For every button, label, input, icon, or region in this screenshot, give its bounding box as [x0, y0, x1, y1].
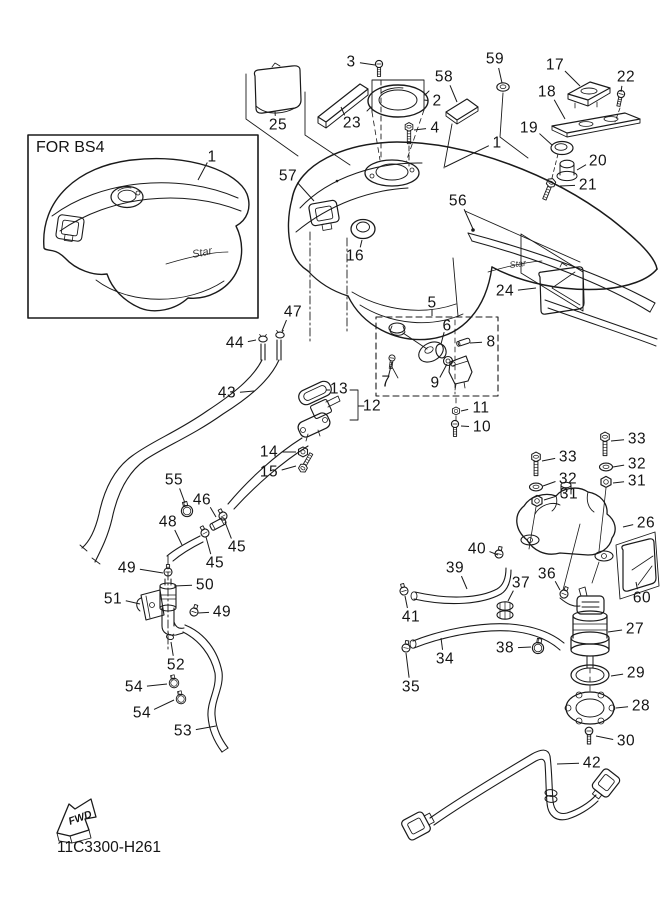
- leader-line: [613, 465, 624, 467]
- clip-40: [494, 546, 504, 559]
- part-number-label-57: 57: [278, 167, 298, 185]
- leader-line: [405, 596, 407, 608]
- leader-line: [282, 466, 296, 470]
- part-number-label-36: 36: [537, 565, 557, 583]
- part-number-label-19: 19: [519, 119, 539, 137]
- part-number-label-52: 52: [166, 656, 186, 674]
- sender-valve-body: [449, 356, 472, 390]
- part-number-label-35: 35: [401, 678, 421, 696]
- leader-line: [440, 364, 447, 378]
- part-number-label-20: 20: [588, 152, 608, 170]
- bushing-37: [497, 602, 513, 619]
- part-number-label-59: 59: [485, 50, 505, 68]
- part-number-label-10: 10: [472, 418, 492, 436]
- leader-line: [539, 134, 552, 145]
- fwd-arrow: [57, 799, 96, 843]
- clamp-49b: [189, 604, 200, 617]
- bolt-33L: [532, 452, 541, 476]
- part-number-label-30: 30: [616, 732, 636, 750]
- part-number-label-3: 3: [346, 53, 356, 71]
- leader-line: [518, 647, 531, 648]
- part-number-label-29: 29: [626, 664, 646, 682]
- leader-line: [596, 736, 613, 739]
- leader-line: [577, 165, 586, 170]
- part-number-label-25: 25: [268, 116, 288, 134]
- part-number-label-1: 1: [207, 148, 217, 166]
- leader-line: [542, 458, 555, 461]
- leader-line: [414, 129, 426, 130]
- valve-50: [160, 579, 184, 635]
- tank-emblem: Star: [508, 257, 527, 270]
- part-number-label-53: 53: [173, 722, 193, 740]
- part-number-label-13: 13: [329, 380, 349, 398]
- part-number-label-5: 5: [427, 294, 437, 312]
- inset-fuel-tank: [44, 159, 249, 311]
- part-number-label-58: 58: [434, 68, 454, 86]
- screw-7: [388, 355, 396, 369]
- plate-18: [552, 113, 640, 137]
- leader-line: [518, 288, 536, 290]
- hose-connector-left: [400, 808, 437, 842]
- part-number-label-1: 1: [492, 134, 502, 152]
- bracket-17: [568, 82, 610, 108]
- breather-hoses-43: [80, 330, 284, 564]
- petcock-body: [296, 396, 340, 441]
- inset-box-for-bs4: [28, 135, 258, 318]
- part-number-label-14: 14: [259, 443, 279, 461]
- leader-line: [240, 391, 254, 392]
- part-number-label-31: 31: [559, 485, 579, 503]
- part-number-label-15: 15: [259, 463, 279, 481]
- leader-line: [225, 522, 231, 539]
- leader-line: [171, 642, 173, 656]
- part-number-label-54: 54: [132, 704, 152, 722]
- part-number-label-39: 39: [445, 559, 465, 577]
- leader-line: [508, 591, 513, 601]
- leader-line: [543, 482, 555, 486]
- leader-line: [406, 653, 409, 678]
- part-number-label-45: 45: [205, 554, 225, 572]
- screw-3: [375, 60, 382, 76]
- leader-line: [360, 63, 375, 65]
- part-number-label-2: 2: [432, 92, 442, 110]
- part-number-label-11: 11: [472, 399, 490, 417]
- pad-25: [246, 63, 301, 156]
- pin-8: [456, 338, 470, 347]
- part-number-label-24: 24: [495, 282, 515, 300]
- part-number-label-49: 49: [117, 559, 137, 577]
- hose-connector-right: [588, 767, 622, 802]
- pump-plate-28: [565, 692, 615, 724]
- part-number-label-43: 43: [217, 384, 237, 402]
- grommet-19: [551, 142, 573, 155]
- part-number-label-9: 9: [430, 374, 440, 392]
- part-number-label-38: 38: [495, 639, 515, 657]
- part-number-label-8: 8: [486, 333, 496, 351]
- leader-line: [248, 340, 256, 342]
- part-number-label-4: 4: [430, 119, 440, 137]
- leader-line: [611, 674, 623, 676]
- part-number-label-47: 47: [283, 303, 303, 321]
- part-number-label-33: 33: [627, 430, 647, 448]
- leader-line: [175, 530, 182, 545]
- leader-line: [616, 707, 628, 708]
- leader-line: [461, 426, 469, 427]
- leader-line: [140, 569, 163, 573]
- part-number-label-49: 49: [212, 603, 232, 621]
- part-number-label-48: 48: [158, 513, 178, 531]
- leader-line: [441, 638, 443, 650]
- clip-52: [166, 632, 175, 640]
- collar-20: [557, 160, 577, 180]
- part-number-label-7: 7: [381, 373, 391, 391]
- clamp-35: [401, 640, 411, 653]
- washer-32R: [600, 463, 613, 471]
- leader-line: [608, 630, 622, 632]
- clip-44: [259, 334, 267, 342]
- part-number-label-50: 50: [195, 576, 215, 594]
- clip-36: [559, 586, 571, 600]
- part-number-label-6: 6: [442, 317, 452, 335]
- nut-11: [452, 407, 459, 415]
- part-number-label-17: 17: [545, 56, 565, 74]
- fiche-code: 11C3300-H261: [57, 839, 161, 856]
- bolt-4: [405, 123, 413, 144]
- tank-front-mount: [308, 200, 340, 232]
- part-number-label-40: 40: [467, 540, 487, 558]
- leader-line: [621, 86, 622, 92]
- pump-plumbing: [398, 546, 580, 655]
- leader-line: [560, 185, 575, 186]
- part-number-label-18: 18: [537, 83, 557, 101]
- bolt-33R: [601, 432, 610, 456]
- leader-line: [154, 700, 174, 709]
- leader-line: [499, 68, 502, 83]
- leader-line: [210, 507, 216, 517]
- part-number-label-54: 54: [124, 678, 144, 696]
- leader-line: [611, 440, 624, 441]
- leader-line: [198, 612, 209, 613]
- leader-line: [206, 537, 211, 554]
- part-number-label-34: 34: [435, 650, 455, 668]
- part-number-label-21: 21: [578, 176, 598, 194]
- part-number-label-22: 22: [616, 68, 636, 86]
- part-number-label-37: 37: [511, 574, 531, 592]
- part-number-label-27: 27: [625, 620, 645, 638]
- leader-line: [461, 409, 468, 411]
- part-number-label-44: 44: [225, 334, 245, 352]
- part-number-label-45: 45: [227, 538, 247, 556]
- leader-line: [196, 726, 216, 730]
- joint-46: [209, 517, 226, 531]
- pad-58: [444, 99, 478, 168]
- part-number-label-51: 51: [103, 590, 123, 608]
- clamp-41: [398, 583, 409, 596]
- inset-variant-label: FOR BS4: [36, 139, 105, 156]
- clip-47: [276, 330, 284, 338]
- washer-32L: [530, 483, 543, 491]
- clamp-54a: [168, 674, 180, 688]
- leader-line: [461, 576, 467, 589]
- part-number-label-32: 32: [558, 470, 578, 488]
- leader-line: [147, 684, 167, 686]
- part-number-label-55: 55: [164, 471, 184, 489]
- leader-line: [613, 482, 624, 483]
- clamp-38: [532, 638, 546, 655]
- leader-line: [297, 182, 314, 201]
- inset-tank-emblem: Star: [191, 244, 214, 261]
- leader-line: [360, 240, 362, 247]
- leader-line: [554, 100, 565, 119]
- screw-10: [451, 420, 458, 436]
- part-number-label-23: 23: [342, 114, 362, 132]
- part-number-label-32: 32: [627, 455, 647, 473]
- grommet-16: [351, 220, 375, 239]
- part-number-label-41: 41: [401, 608, 421, 626]
- nut-14: [299, 447, 308, 457]
- clamp-55: [179, 500, 194, 517]
- screw-30: [585, 727, 593, 744]
- fwd-label: FWD: [66, 808, 94, 828]
- clip-45a: [216, 508, 228, 522]
- part-number-label-12: 12: [362, 397, 382, 415]
- leader-line: [282, 320, 286, 331]
- part-number-label-31: 31: [627, 472, 647, 490]
- leader-line: [424, 100, 428, 101]
- part-number-label-33: 33: [558, 448, 578, 466]
- part-number-label-56: 56: [448, 192, 468, 210]
- part-number-label-28: 28: [631, 697, 651, 715]
- leader-line: [445, 146, 489, 167]
- leader-line: [450, 85, 457, 102]
- leader-line: [557, 763, 579, 764]
- part-number-label-42: 42: [582, 754, 602, 772]
- screw-22: [615, 90, 625, 107]
- leader-line: [623, 525, 633, 527]
- part-number-label-46: 46: [192, 491, 212, 509]
- part-number-label-60: 60: [632, 589, 652, 607]
- oring-29: [571, 665, 609, 685]
- part-number-label-26: 26: [636, 514, 656, 532]
- leader-line: [555, 581, 560, 590]
- leader-line: [174, 585, 192, 586]
- part-number-label-16: 16: [345, 247, 365, 265]
- nut-31R: [601, 476, 611, 487]
- leader-line: [565, 71, 580, 86]
- leader-line: [544, 496, 556, 500]
- clamp-54b: [175, 690, 187, 704]
- leader-line: [180, 488, 185, 503]
- leader-line: [470, 342, 482, 343]
